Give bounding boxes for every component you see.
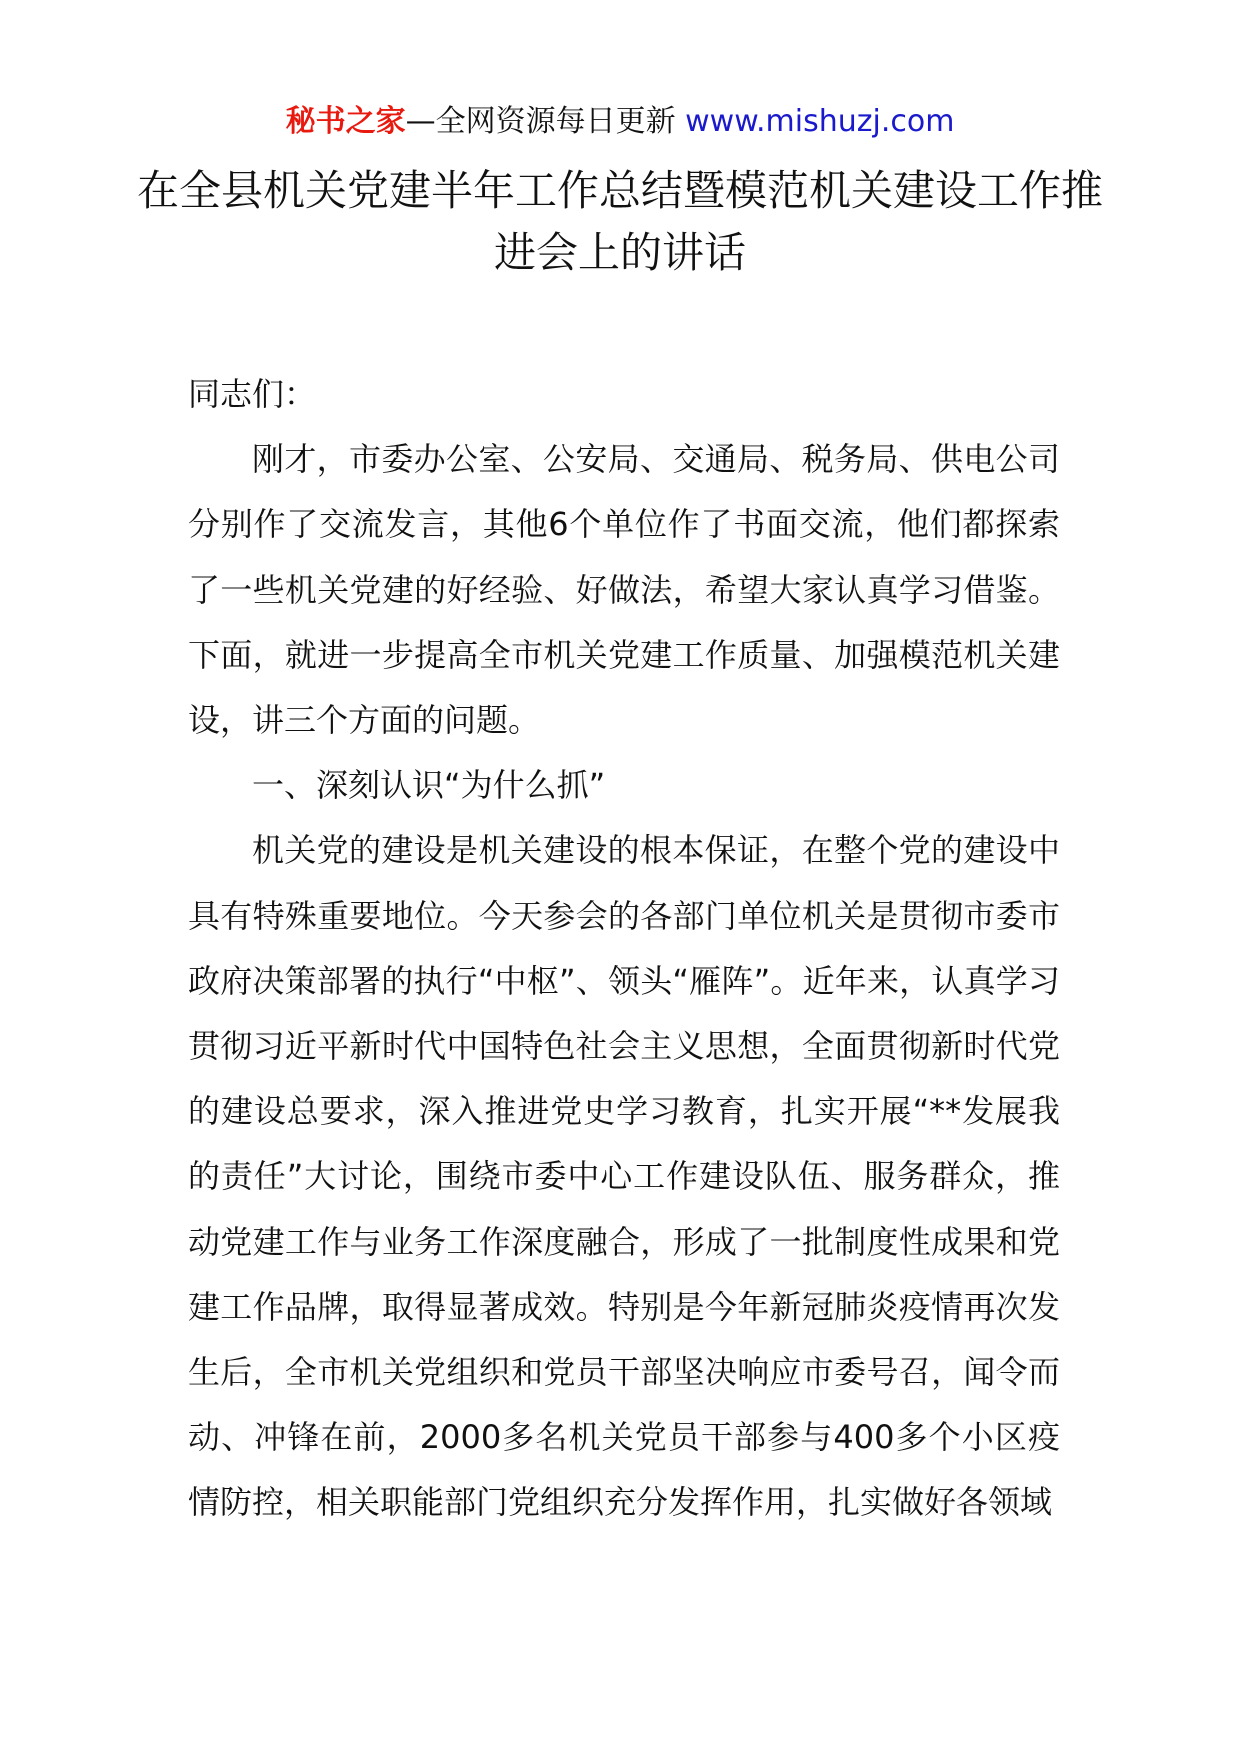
site-header [0, 100, 1240, 144]
salutation: 同志们： [188, 375, 317, 413]
paragraph-2: 机关党的建设是机关建设的根本保证，在整个党的建设中具有特殊重要地位。今天参会的各部门单位机关是贯彻市委市政府决策部署的执行“中枢”、领头“雁阵”。近年来，认真学习贯彻习近平新时代中国特色社会主义思想，全面贯彻新时代党的建设总要求，深入推进党史学习教育，扎实开展“**发展我的责任”大讨论，围绕市委中心工作建设队伍、服务群众，推动党建工作与业务工作深度融合，形成了一批制度性成果和党建工作品牌，取得显著成效。特别是今年新冠肺炎疫情再次发生后，全市机关党组织和党员干部坚决响应市委号召，闻令而动、冲锋在前，2000多名机关党员干部参与400多个小区疫情防控，相关职能部门党组织充分发挥作用，扎实做好各领域 [188, 831, 1060, 1522]
section-heading-1: 一、深刻认识“为什么抓” [252, 766, 606, 805]
document-title: 在全县机关党建半年工作总结暨模范机关建设工作推进会上的讲话 [136, 166, 1103, 277]
header-tagline: —全网资源每日更新 [405, 104, 686, 139]
site-url-link[interactable]: www.mishuzj.com [685, 104, 955, 139]
paragraph-1: 刚才，市委办公室、公安局、交通局、税务局、供电公司分别作了交流发言，其他6个单位作了书面交流，他们都探索了一些机关党建的好经验、好做法，希望大家认真学习借鉴。下面，就进一步提高全市机关党建工作质量、加强模范机关建设，讲三个方面的问题。 [188, 440, 1060, 740]
document-body [188, 362, 1060, 1536]
brand-name: 秘书之家 [285, 104, 406, 139]
